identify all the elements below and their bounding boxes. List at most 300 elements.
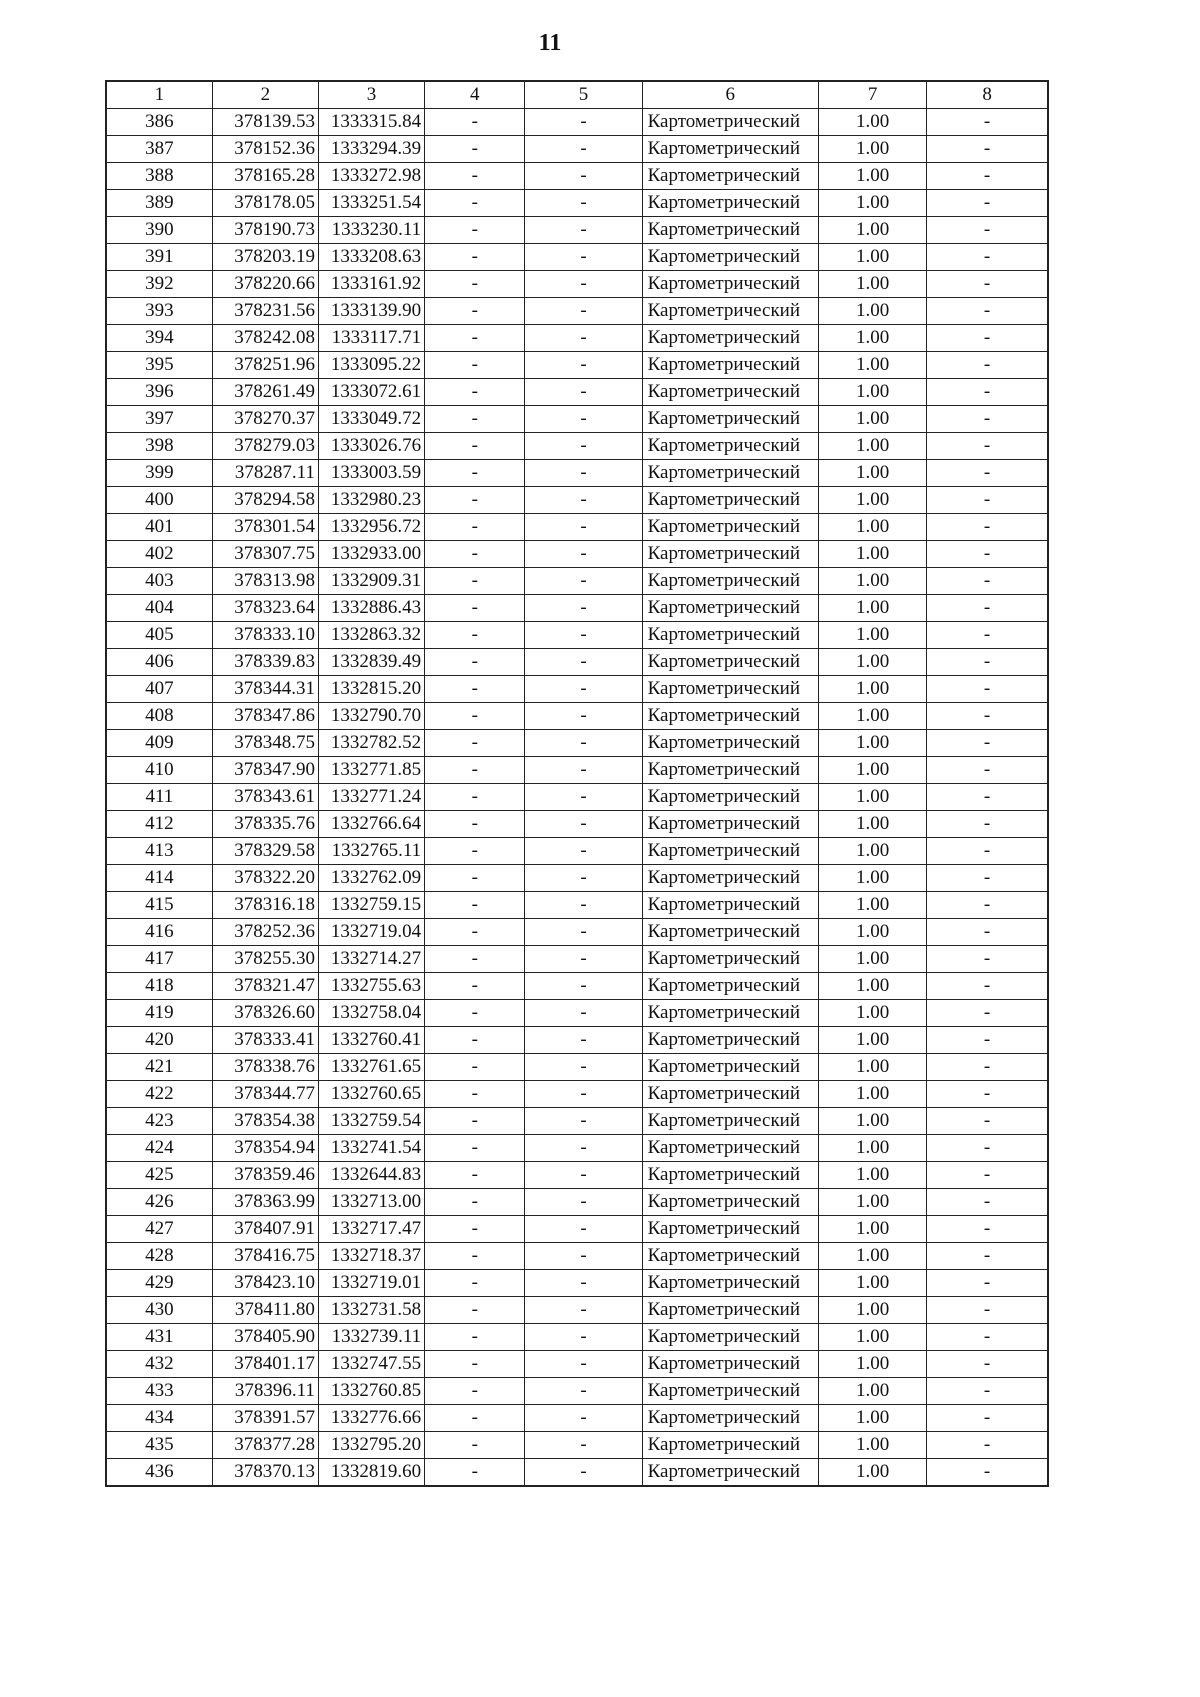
table-row bbox=[106, 595, 1048, 622]
point-number-cell: 394 bbox=[106, 325, 212, 352]
x-coordinate-cell: 378251.96 bbox=[212, 352, 318, 379]
y-coordinate-cell: 1333026.76 bbox=[318, 433, 424, 460]
column-5-cell: - bbox=[525, 757, 642, 784]
column-8-cell: - bbox=[927, 1324, 1048, 1351]
method-cell: Картометрический bbox=[642, 406, 818, 433]
column-8-cell: - bbox=[927, 1000, 1048, 1027]
table-header-row bbox=[106, 81, 1048, 109]
x-coordinate-cell: 378294.58 bbox=[212, 487, 318, 514]
y-coordinate-cell: 1333230.11 bbox=[318, 217, 424, 244]
x-coordinate-cell: 378359.46 bbox=[212, 1162, 318, 1189]
x-coordinate-cell: 378363.99 bbox=[212, 1189, 318, 1216]
column-5-cell: - bbox=[525, 1054, 642, 1081]
method-cell: Картометрический bbox=[642, 919, 818, 946]
column-4-cell: - bbox=[425, 1432, 525, 1459]
column-5-cell: - bbox=[525, 865, 642, 892]
point-number-cell: 421 bbox=[106, 1054, 212, 1081]
table-row bbox=[106, 649, 1048, 676]
accuracy-cell: 1.00 bbox=[818, 730, 926, 757]
x-coordinate-cell: 378401.17 bbox=[212, 1351, 318, 1378]
y-coordinate-cell: 1332719.04 bbox=[318, 919, 424, 946]
accuracy-cell: 1.00 bbox=[818, 1459, 926, 1487]
y-coordinate-cell: 1333272.98 bbox=[318, 163, 424, 190]
method-cell: Картометрический bbox=[642, 136, 818, 163]
x-coordinate-cell: 378203.19 bbox=[212, 244, 318, 271]
method-cell: Картометрический bbox=[642, 838, 818, 865]
column-5-cell: - bbox=[525, 1135, 642, 1162]
column-5-cell: - bbox=[525, 1378, 642, 1405]
x-coordinate-cell: 378333.10 bbox=[212, 622, 318, 649]
accuracy-cell: 1.00 bbox=[818, 865, 926, 892]
column-4-cell: - bbox=[425, 811, 525, 838]
column-5-cell: - bbox=[525, 568, 642, 595]
accuracy-cell: 1.00 bbox=[818, 1216, 926, 1243]
column-4-cell: - bbox=[425, 919, 525, 946]
column-8-cell: - bbox=[927, 676, 1048, 703]
column-4-cell: - bbox=[425, 541, 525, 568]
y-coordinate-cell: 1332759.54 bbox=[318, 1108, 424, 1135]
point-number-cell: 390 bbox=[106, 217, 212, 244]
x-coordinate-cell: 378423.10 bbox=[212, 1270, 318, 1297]
column-5-cell: - bbox=[525, 595, 642, 622]
x-coordinate-cell: 378339.83 bbox=[212, 649, 318, 676]
column-4-cell: - bbox=[425, 163, 525, 190]
point-number-cell: 432 bbox=[106, 1351, 212, 1378]
column-8-cell: - bbox=[927, 541, 1048, 568]
table-row bbox=[106, 217, 1048, 244]
table-row bbox=[106, 865, 1048, 892]
column-5-cell: - bbox=[525, 1216, 642, 1243]
accuracy-cell: 1.00 bbox=[818, 136, 926, 163]
point-number-cell: 413 bbox=[106, 838, 212, 865]
point-number-cell: 429 bbox=[106, 1270, 212, 1297]
table-row bbox=[106, 1189, 1048, 1216]
column-8-cell: - bbox=[927, 1189, 1048, 1216]
column-8-cell: - bbox=[927, 1270, 1048, 1297]
column-4-cell: - bbox=[425, 136, 525, 163]
column-header: 8 bbox=[927, 81, 1048, 109]
method-cell: Картометрический bbox=[642, 811, 818, 838]
column-8-cell: - bbox=[927, 379, 1048, 406]
x-coordinate-cell: 378242.08 bbox=[212, 325, 318, 352]
column-5-cell: - bbox=[525, 244, 642, 271]
column-4-cell: - bbox=[425, 568, 525, 595]
accuracy-cell: 1.00 bbox=[818, 541, 926, 568]
point-number-cell: 405 bbox=[106, 622, 212, 649]
accuracy-cell: 1.00 bbox=[818, 1081, 926, 1108]
accuracy-cell: 1.00 bbox=[818, 379, 926, 406]
point-number-cell: 395 bbox=[106, 352, 212, 379]
column-5-cell: - bbox=[525, 676, 642, 703]
accuracy-cell: 1.00 bbox=[818, 1162, 926, 1189]
accuracy-cell: 1.00 bbox=[818, 460, 926, 487]
method-cell: Картометрический bbox=[642, 1189, 818, 1216]
point-number-cell: 422 bbox=[106, 1081, 212, 1108]
table-row bbox=[106, 460, 1048, 487]
column-8-cell: - bbox=[927, 1216, 1048, 1243]
method-cell: Картометрический bbox=[642, 1027, 818, 1054]
y-coordinate-cell: 1332760.85 bbox=[318, 1378, 424, 1405]
table-row bbox=[106, 1081, 1048, 1108]
accuracy-cell: 1.00 bbox=[818, 1351, 926, 1378]
method-cell: Картометрический bbox=[642, 1378, 818, 1405]
column-5-cell: - bbox=[525, 379, 642, 406]
column-8-cell: - bbox=[927, 865, 1048, 892]
column-4-cell: - bbox=[425, 784, 525, 811]
column-4-cell: - bbox=[425, 217, 525, 244]
accuracy-cell: 1.00 bbox=[818, 1432, 926, 1459]
y-coordinate-cell: 1332739.11 bbox=[318, 1324, 424, 1351]
column-4-cell: - bbox=[425, 1459, 525, 1487]
y-coordinate-cell: 1333251.54 bbox=[318, 190, 424, 217]
column-4-cell: - bbox=[425, 703, 525, 730]
column-4-cell: - bbox=[425, 433, 525, 460]
column-8-cell: - bbox=[927, 136, 1048, 163]
point-number-cell: 423 bbox=[106, 1108, 212, 1135]
column-8-cell: - bbox=[927, 325, 1048, 352]
column-8-cell: - bbox=[927, 433, 1048, 460]
accuracy-cell: 1.00 bbox=[818, 244, 926, 271]
table-row bbox=[106, 1027, 1048, 1054]
y-coordinate-cell: 1333315.84 bbox=[318, 109, 424, 136]
method-cell: Картометрический bbox=[642, 973, 818, 1000]
column-8-cell: - bbox=[927, 1351, 1048, 1378]
column-8-cell: - bbox=[927, 1027, 1048, 1054]
column-4-cell: - bbox=[425, 1081, 525, 1108]
point-number-cell: 419 bbox=[106, 1000, 212, 1027]
column-5-cell: - bbox=[525, 433, 642, 460]
column-4-cell: - bbox=[425, 1162, 525, 1189]
column-8-cell: - bbox=[927, 622, 1048, 649]
table-row bbox=[106, 109, 1048, 136]
y-coordinate-cell: 1332909.31 bbox=[318, 568, 424, 595]
method-cell: Картометрический bbox=[642, 163, 818, 190]
y-coordinate-cell: 1332719.01 bbox=[318, 1270, 424, 1297]
column-4-cell: - bbox=[425, 460, 525, 487]
point-number-cell: 407 bbox=[106, 676, 212, 703]
x-coordinate-cell: 378190.73 bbox=[212, 217, 318, 244]
accuracy-cell: 1.00 bbox=[818, 1243, 926, 1270]
column-header: 5 bbox=[525, 81, 642, 109]
table-row bbox=[106, 1378, 1048, 1405]
column-5-cell: - bbox=[525, 541, 642, 568]
accuracy-cell: 1.00 bbox=[818, 568, 926, 595]
column-4-cell: - bbox=[425, 406, 525, 433]
x-coordinate-cell: 378139.53 bbox=[212, 109, 318, 136]
table-row bbox=[106, 703, 1048, 730]
column-4-cell: - bbox=[425, 622, 525, 649]
point-number-cell: 420 bbox=[106, 1027, 212, 1054]
method-cell: Картометрический bbox=[642, 1108, 818, 1135]
table-row bbox=[106, 325, 1048, 352]
column-header: 7 bbox=[818, 81, 926, 109]
column-4-cell: - bbox=[425, 1243, 525, 1270]
column-header: 3 bbox=[318, 81, 424, 109]
table-row bbox=[106, 163, 1048, 190]
x-coordinate-cell: 378354.38 bbox=[212, 1108, 318, 1135]
y-coordinate-cell: 1332759.15 bbox=[318, 892, 424, 919]
table-row bbox=[106, 946, 1048, 973]
y-coordinate-cell: 1332765.11 bbox=[318, 838, 424, 865]
y-coordinate-cell: 1332980.23 bbox=[318, 487, 424, 514]
y-coordinate-cell: 1332790.70 bbox=[318, 703, 424, 730]
y-coordinate-cell: 1332755.63 bbox=[318, 973, 424, 1000]
point-number-cell: 386 bbox=[106, 109, 212, 136]
column-8-cell: - bbox=[927, 1135, 1048, 1162]
x-coordinate-cell: 378220.66 bbox=[212, 271, 318, 298]
method-cell: Картометрический bbox=[642, 487, 818, 514]
column-5-cell: - bbox=[525, 1459, 642, 1487]
accuracy-cell: 1.00 bbox=[818, 1054, 926, 1081]
column-5-cell: - bbox=[525, 325, 642, 352]
table-row bbox=[106, 1162, 1048, 1189]
y-coordinate-cell: 1332819.60 bbox=[318, 1459, 424, 1487]
column-8-cell: - bbox=[927, 163, 1048, 190]
column-8-cell: - bbox=[927, 514, 1048, 541]
column-4-cell: - bbox=[425, 730, 525, 757]
column-8-cell: - bbox=[927, 1297, 1048, 1324]
method-cell: Картометрический bbox=[642, 1459, 818, 1487]
point-number-cell: 412 bbox=[106, 811, 212, 838]
x-coordinate-cell: 378316.18 bbox=[212, 892, 318, 919]
accuracy-cell: 1.00 bbox=[818, 271, 926, 298]
column-4-cell: - bbox=[425, 325, 525, 352]
y-coordinate-cell: 1333049.72 bbox=[318, 406, 424, 433]
method-cell: Картометрический bbox=[642, 1162, 818, 1189]
column-8-cell: - bbox=[927, 406, 1048, 433]
column-5-cell: - bbox=[525, 1243, 642, 1270]
accuracy-cell: 1.00 bbox=[818, 1378, 926, 1405]
table-row bbox=[106, 784, 1048, 811]
column-4-cell: - bbox=[425, 1108, 525, 1135]
x-coordinate-cell: 378411.80 bbox=[212, 1297, 318, 1324]
accuracy-cell: 1.00 bbox=[818, 433, 926, 460]
x-coordinate-cell: 378329.58 bbox=[212, 838, 318, 865]
accuracy-cell: 1.00 bbox=[818, 919, 926, 946]
column-5-cell: - bbox=[525, 1162, 642, 1189]
x-coordinate-cell: 378343.61 bbox=[212, 784, 318, 811]
y-coordinate-cell: 1332886.43 bbox=[318, 595, 424, 622]
table-row bbox=[106, 298, 1048, 325]
accuracy-cell: 1.00 bbox=[818, 811, 926, 838]
column-5-cell: - bbox=[525, 1405, 642, 1432]
column-8-cell: - bbox=[927, 298, 1048, 325]
accuracy-cell: 1.00 bbox=[818, 1027, 926, 1054]
method-cell: Картометрический bbox=[642, 649, 818, 676]
column-5-cell: - bbox=[525, 811, 642, 838]
column-8-cell: - bbox=[927, 1378, 1048, 1405]
method-cell: Картометрический bbox=[642, 1351, 818, 1378]
table-row bbox=[106, 514, 1048, 541]
point-number-cell: 408 bbox=[106, 703, 212, 730]
accuracy-cell: 1.00 bbox=[818, 946, 926, 973]
accuracy-cell: 1.00 bbox=[818, 352, 926, 379]
x-coordinate-cell: 378326.60 bbox=[212, 1000, 318, 1027]
method-cell: Картометрический bbox=[642, 676, 818, 703]
column-5-cell: - bbox=[525, 352, 642, 379]
table-row bbox=[106, 973, 1048, 1000]
column-4-cell: - bbox=[425, 487, 525, 514]
y-coordinate-cell: 1332776.66 bbox=[318, 1405, 424, 1432]
column-8-cell: - bbox=[927, 217, 1048, 244]
column-5-cell: - bbox=[525, 109, 642, 136]
method-cell: Картометрический bbox=[642, 622, 818, 649]
method-cell: Картометрический bbox=[642, 352, 818, 379]
method-cell: Картометрический bbox=[642, 190, 818, 217]
column-8-cell: - bbox=[927, 649, 1048, 676]
column-4-cell: - bbox=[425, 1135, 525, 1162]
table-row bbox=[106, 1324, 1048, 1351]
column-4-cell: - bbox=[425, 1216, 525, 1243]
column-8-cell: - bbox=[927, 730, 1048, 757]
column-4-cell: - bbox=[425, 352, 525, 379]
point-number-cell: 417 bbox=[106, 946, 212, 973]
table-row bbox=[106, 136, 1048, 163]
table-row bbox=[106, 433, 1048, 460]
method-cell: Картометрический bbox=[642, 1405, 818, 1432]
method-cell: Картометрический bbox=[642, 460, 818, 487]
column-8-cell: - bbox=[927, 1432, 1048, 1459]
column-8-cell: - bbox=[927, 811, 1048, 838]
x-coordinate-cell: 378287.11 bbox=[212, 460, 318, 487]
accuracy-cell: 1.00 bbox=[818, 406, 926, 433]
column-5-cell: - bbox=[525, 1351, 642, 1378]
accuracy-cell: 1.00 bbox=[818, 703, 926, 730]
point-number-cell: 426 bbox=[106, 1189, 212, 1216]
column-5-cell: - bbox=[525, 487, 642, 514]
x-coordinate-cell: 378377.28 bbox=[212, 1432, 318, 1459]
method-cell: Картометрический bbox=[642, 1324, 818, 1351]
x-coordinate-cell: 378279.03 bbox=[212, 433, 318, 460]
point-number-cell: 428 bbox=[106, 1243, 212, 1270]
column-5-cell: - bbox=[525, 217, 642, 244]
y-coordinate-cell: 1333117.71 bbox=[318, 325, 424, 352]
column-4-cell: - bbox=[425, 892, 525, 919]
point-number-cell: 435 bbox=[106, 1432, 212, 1459]
x-coordinate-cell: 378348.75 bbox=[212, 730, 318, 757]
table-row bbox=[106, 244, 1048, 271]
column-8-cell: - bbox=[927, 595, 1048, 622]
y-coordinate-cell: 1332795.20 bbox=[318, 1432, 424, 1459]
accuracy-cell: 1.00 bbox=[818, 487, 926, 514]
column-8-cell: - bbox=[927, 460, 1048, 487]
column-4-cell: - bbox=[425, 838, 525, 865]
column-8-cell: - bbox=[927, 1243, 1048, 1270]
table-row bbox=[106, 1351, 1048, 1378]
column-8-cell: - bbox=[927, 757, 1048, 784]
accuracy-cell: 1.00 bbox=[818, 163, 926, 190]
method-cell: Картометрический bbox=[642, 1054, 818, 1081]
column-5-cell: - bbox=[525, 919, 642, 946]
column-8-cell: - bbox=[927, 1054, 1048, 1081]
y-coordinate-cell: 1333161.92 bbox=[318, 271, 424, 298]
method-cell: Картометрический bbox=[642, 325, 818, 352]
column-8-cell: - bbox=[927, 784, 1048, 811]
column-5-cell: - bbox=[525, 1081, 642, 1108]
accuracy-cell: 1.00 bbox=[818, 1000, 926, 1027]
column-5-cell: - bbox=[525, 163, 642, 190]
y-coordinate-cell: 1332713.00 bbox=[318, 1189, 424, 1216]
y-coordinate-cell: 1332747.55 bbox=[318, 1351, 424, 1378]
column-header: 1 bbox=[106, 81, 212, 109]
point-number-cell: 389 bbox=[106, 190, 212, 217]
table-row bbox=[106, 1108, 1048, 1135]
x-coordinate-cell: 378323.64 bbox=[212, 595, 318, 622]
y-coordinate-cell: 1333072.61 bbox=[318, 379, 424, 406]
point-number-cell: 401 bbox=[106, 514, 212, 541]
method-cell: Картометрический bbox=[642, 1297, 818, 1324]
y-coordinate-cell: 1333139.90 bbox=[318, 298, 424, 325]
column-5-cell: - bbox=[525, 1432, 642, 1459]
accuracy-cell: 1.00 bbox=[818, 1405, 926, 1432]
column-4-cell: - bbox=[425, 1324, 525, 1351]
column-8-cell: - bbox=[927, 1081, 1048, 1108]
accuracy-cell: 1.00 bbox=[818, 514, 926, 541]
method-cell: Картометрический bbox=[642, 1432, 818, 1459]
column-4-cell: - bbox=[425, 649, 525, 676]
x-coordinate-cell: 378338.76 bbox=[212, 1054, 318, 1081]
accuracy-cell: 1.00 bbox=[818, 1189, 926, 1216]
y-coordinate-cell: 1332718.37 bbox=[318, 1243, 424, 1270]
x-coordinate-cell: 378307.75 bbox=[212, 541, 318, 568]
column-4-cell: - bbox=[425, 1297, 525, 1324]
x-coordinate-cell: 378270.37 bbox=[212, 406, 318, 433]
point-number-cell: 406 bbox=[106, 649, 212, 676]
table-row bbox=[106, 271, 1048, 298]
column-5-cell: - bbox=[525, 703, 642, 730]
point-number-cell: 416 bbox=[106, 919, 212, 946]
y-coordinate-cell: 1332762.09 bbox=[318, 865, 424, 892]
column-8-cell: - bbox=[927, 568, 1048, 595]
column-4-cell: - bbox=[425, 1000, 525, 1027]
column-5-cell: - bbox=[525, 1000, 642, 1027]
accuracy-cell: 1.00 bbox=[818, 973, 926, 1000]
x-coordinate-cell: 378313.98 bbox=[212, 568, 318, 595]
x-coordinate-cell: 378301.54 bbox=[212, 514, 318, 541]
x-coordinate-cell: 378321.47 bbox=[212, 973, 318, 1000]
method-cell: Картометрический bbox=[642, 514, 818, 541]
accuracy-cell: 1.00 bbox=[818, 1108, 926, 1135]
point-number-cell: 409 bbox=[106, 730, 212, 757]
x-coordinate-cell: 378255.30 bbox=[212, 946, 318, 973]
y-coordinate-cell: 1332761.65 bbox=[318, 1054, 424, 1081]
accuracy-cell: 1.00 bbox=[818, 649, 926, 676]
y-coordinate-cell: 1332760.65 bbox=[318, 1081, 424, 1108]
column-4-cell: - bbox=[425, 379, 525, 406]
column-header: 4 bbox=[425, 81, 525, 109]
column-header: 6 bbox=[642, 81, 818, 109]
y-coordinate-cell: 1332644.83 bbox=[318, 1162, 424, 1189]
column-8-cell: - bbox=[927, 703, 1048, 730]
column-8-cell: - bbox=[927, 919, 1048, 946]
y-coordinate-cell: 1332815.20 bbox=[318, 676, 424, 703]
column-5-cell: - bbox=[525, 1108, 642, 1135]
point-number-cell: 387 bbox=[106, 136, 212, 163]
y-coordinate-cell: 1333095.22 bbox=[318, 352, 424, 379]
column-8-cell: - bbox=[927, 1162, 1048, 1189]
column-5-cell: - bbox=[525, 298, 642, 325]
accuracy-cell: 1.00 bbox=[818, 298, 926, 325]
point-number-cell: 427 bbox=[106, 1216, 212, 1243]
column-8-cell: - bbox=[927, 1108, 1048, 1135]
y-coordinate-cell: 1332771.24 bbox=[318, 784, 424, 811]
point-number-cell: 397 bbox=[106, 406, 212, 433]
x-coordinate-cell: 378322.20 bbox=[212, 865, 318, 892]
method-cell: Картометрический bbox=[642, 568, 818, 595]
accuracy-cell: 1.00 bbox=[818, 892, 926, 919]
method-cell: Картометрический bbox=[642, 1216, 818, 1243]
x-coordinate-cell: 378405.90 bbox=[212, 1324, 318, 1351]
